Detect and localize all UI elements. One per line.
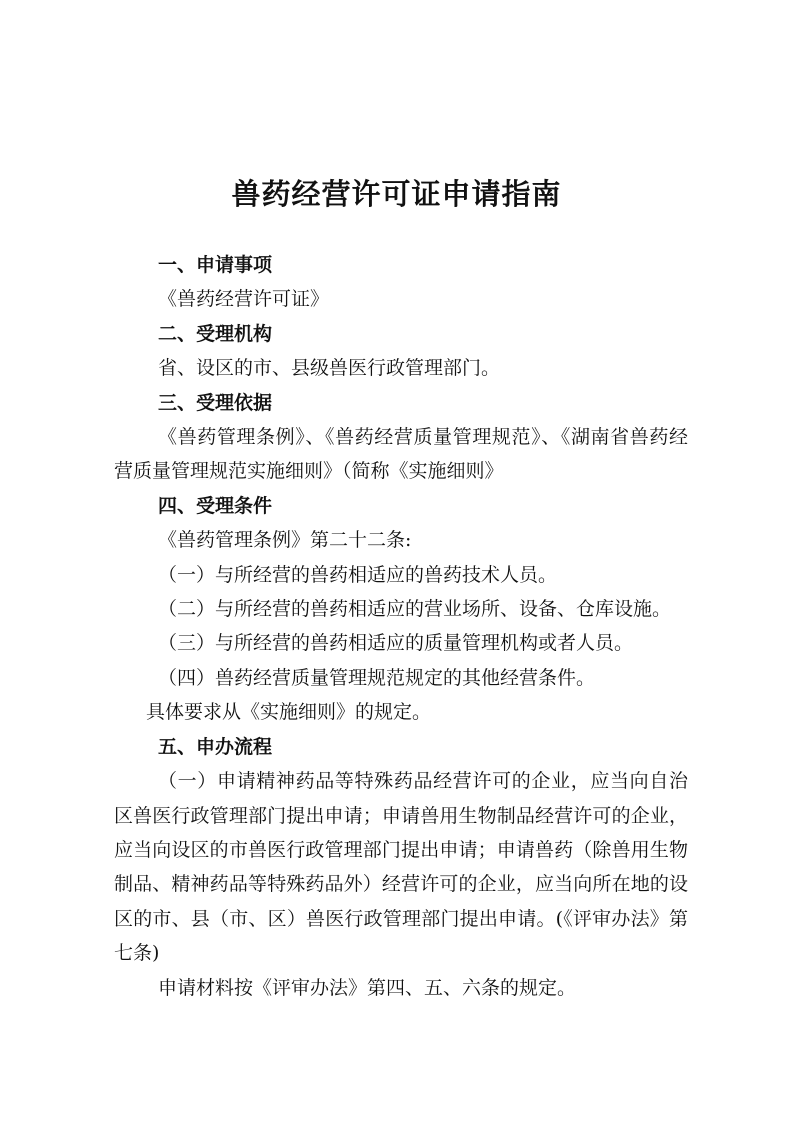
paragraph: 《兽药管理条例》第二十二条: [158, 529, 412, 552]
section-heading-2: 二、受理机构 [158, 322, 273, 345]
paragraph: 申请材料按《评审办法》第四、五、六条的规定。 [158, 976, 577, 999]
document-title: 兽药经营许可证申请指南 [231, 177, 562, 211]
paragraph: （二）与所经营的兽药相适应的营业场所、设备、仓库设施。 [158, 598, 672, 621]
document-body [114, 248, 688, 1005]
paragraph: 《兽药管理条例》、《兽药经营质量管理规范》、《湖南省兽药经营质量管理规范实施细则》（简称《实施细则》 [114, 426, 688, 483]
paragraph: （三）与所经营的兽药相适应的质量管理机构或者人员。 [158, 632, 634, 655]
section-heading-1: 一、申请事项 [158, 254, 273, 276]
paragraph: （一）与所经营的兽药相适应的兽药技术人员。 [158, 563, 558, 586]
paragraph: 具体要求从《实施细则》的规定。 [146, 701, 432, 724]
paragraph: 《兽药经营许可证》 [158, 288, 330, 311]
section-heading-5: 五、申办流程 [158, 735, 273, 758]
section-heading-3: 三、受理依据 [158, 391, 273, 414]
paragraph: 省、设区的市、县级兽医行政管理部门。 [158, 357, 501, 380]
section-heading-4: 四、受理条件 [158, 494, 273, 517]
paragraph: （一）申请精神药品等特殊药品经营许可的企业，应当向自治区兽医行政管理部门提出申请；申请兽用生物制品经营许可的企业，应当向设区的市兽医行政管理部门提出申请；申请兽药（除兽用生物制品、精神药品等特殊药品外）经营许可的企业，应当向所在地的设区的市、县（市、区）兽医行政管理部门提出申请。(《评审办法》第七条) [114, 770, 688, 965]
paragraph: （四）兽药经营质量管理规范规定的其他经营条件。 [158, 666, 596, 689]
